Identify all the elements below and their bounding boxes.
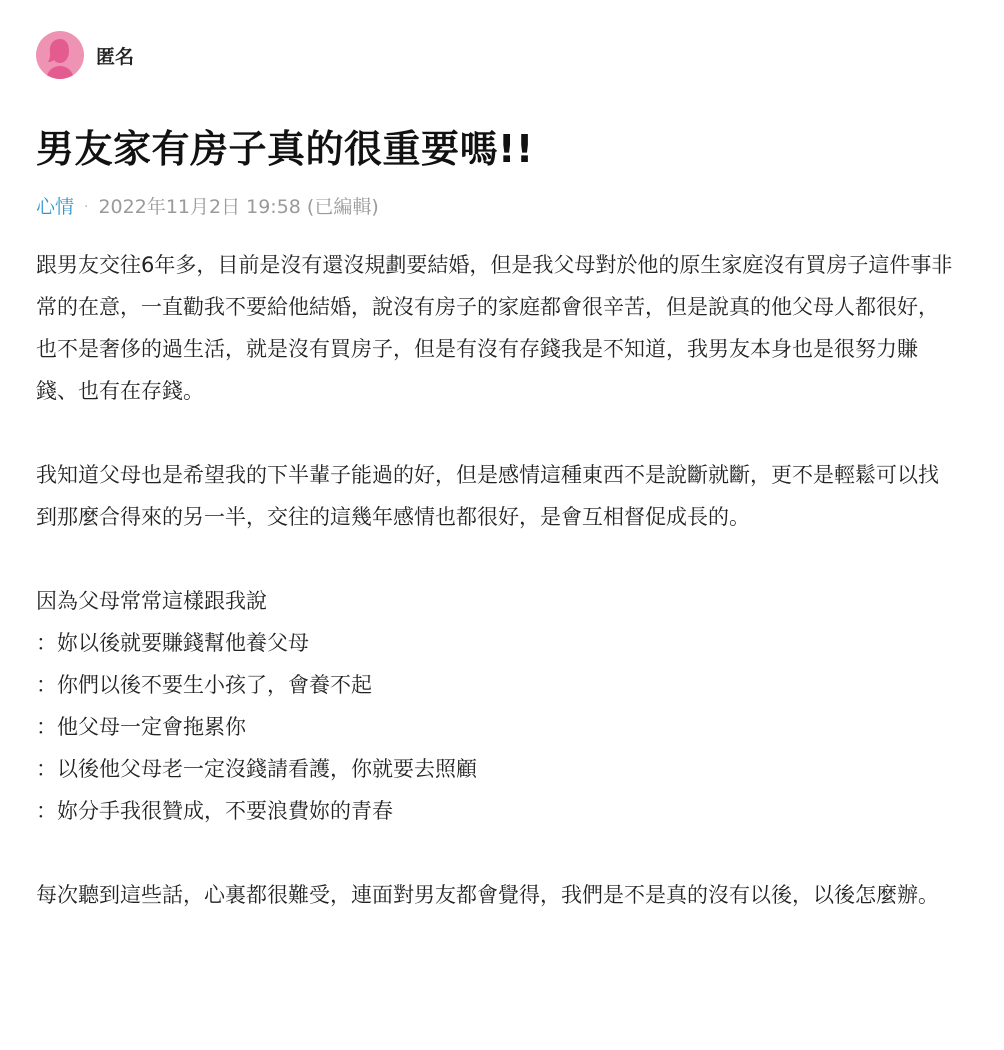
post-timestamp: 2022年11月2日 19:58 (已編輯) (98, 196, 379, 218)
paragraph: 每次聽到這些話，心裏都很難受，連面對男友都會覺得，我們是不是真的沒有以後，以後怎麼辦。 (36, 883, 939, 907)
quotes-intro: 因為父母常常這樣跟我說 (36, 589, 267, 613)
quote-line: ：妳分手我很贊成，不要浪費妳的青春 (36, 799, 393, 823)
paragraph: 跟男友交往6年多，目前是沒有還沒規劃要結婚，但是我父母對於他的原生家庭沒有買房子這件事非常的在意，一直勸我不要給他結婚，說沒有房子的家庭都會很辛苦，但是說真的他父母人都很好，也不是奢侈的過生活，就是沒有買房子，但是有沒有存錢我是不知道，我男友本身也是很努力賺錢、也有在存錢。 (36, 253, 953, 403)
category-link[interactable]: 心情 (36, 196, 75, 218)
quote-line: ：你們以後不要生小孩了，會養不起 (36, 673, 372, 697)
quote-line: ：以後他父母老一定沒錢請看護，你就要去照顧 (36, 757, 477, 781)
paragraph-gap (36, 412, 956, 454)
avatar[interactable] (36, 31, 84, 79)
paragraph-gap (36, 538, 956, 580)
post-body (36, 244, 956, 916)
author-row (36, 30, 956, 80)
post-title: 男友家有房子真的很重要嗎!! (36, 127, 534, 171)
author-name[interactable]: 匿名 (96, 45, 135, 68)
meta-separator: · (84, 199, 89, 215)
post-container (36, 30, 956, 916)
female-silhouette-icon (36, 31, 84, 79)
paragraph: 我知道父母也是希望我的下半輩子能過的好，但是感情這種東西不是說斷就斷，更不是輕鬆可以找到那麼合得來的另一半，交往的這幾年感情也都很好，是會互相督促成長的。 (36, 463, 939, 529)
quote-line: ：他父母一定會拖累你 (36, 715, 246, 739)
post-meta (36, 192, 956, 222)
quote-line: ：妳以後就要賺錢幫他養父母 (36, 631, 309, 655)
paragraph-gap (36, 832, 956, 874)
